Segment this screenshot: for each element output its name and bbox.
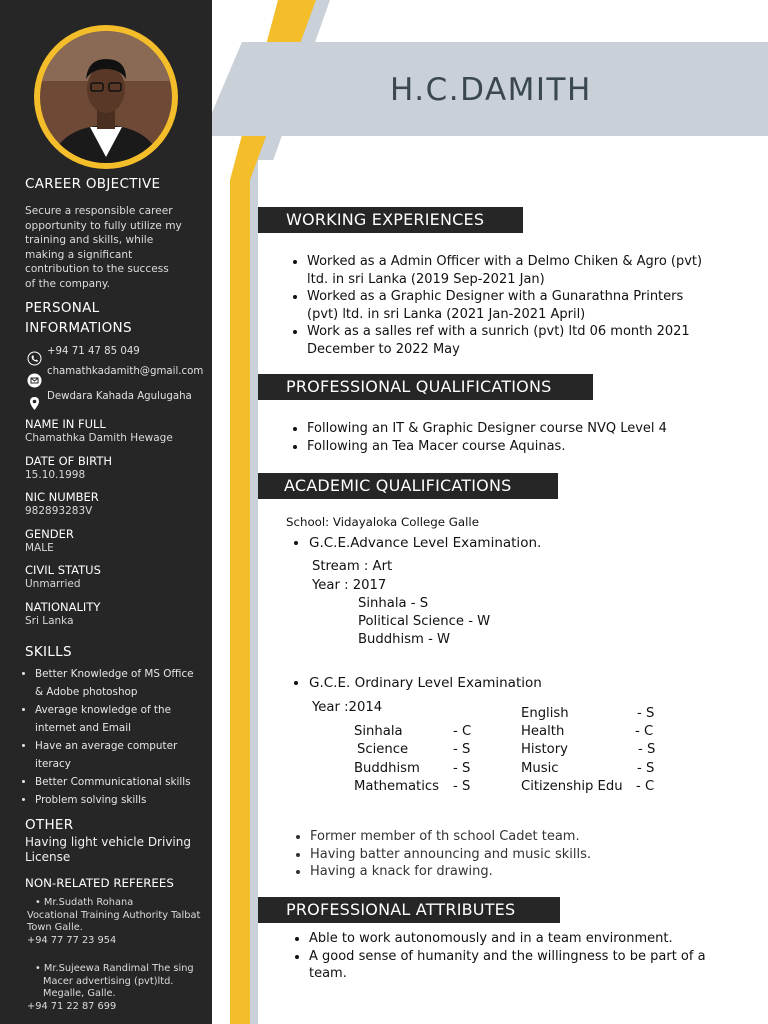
ol-grade: - S <box>453 742 471 757</box>
al-subject: Political Science - W <box>358 614 491 629</box>
academic-title: ACADEMIC QUALIFICATIONS <box>258 473 558 499</box>
list-item: • Have an average computer iteracy <box>35 737 225 773</box>
nationality-label: NATIONALITY <box>25 600 101 614</box>
professional-list <box>285 420 767 455</box>
email-icon <box>27 373 42 388</box>
list-item: • Better Knowledge of MS Office & Adobe photoshop <box>35 665 225 701</box>
attributes-list <box>287 930 768 983</box>
ol-grade: - S <box>453 761 471 776</box>
list-item: • Better Communicational skills <box>35 773 225 791</box>
list-item: • Work as a salles ref with a sunrich (pvt) ltd 06 month 2021 December to 2022 May <box>307 323 767 358</box>
career-objective-text: Secure a responsible career opportunity to fully utilize my training and skills, while making a significant contribution to the success of the company. <box>25 205 182 290</box>
ol-subject: Health <box>521 724 565 739</box>
dob-label: DATE OF BIRTH <box>25 454 113 468</box>
address-text: Dewdara Kahada Agulugaha <box>47 391 192 402</box>
phone-text: +94 71 47 85 049 <box>47 346 140 357</box>
nic-label: NIC NUMBER <box>25 490 99 504</box>
al-stream: Stream : Art <box>312 559 393 574</box>
list-item: • Following an Tea Macer course Aquinas. <box>307 438 767 456</box>
nationality-value: Sri Lanka <box>25 615 74 627</box>
list-item: • Worked as a Admin Officer with a Delmo Chiken & Agro (pvt) ltd. in sri Lanka (2019 Sep-2021 Jan) <box>307 253 767 288</box>
work-list <box>285 253 767 358</box>
ol-subject: English <box>521 706 569 721</box>
al-heading: • G.C.E.Advance Level Examination. <box>287 535 709 553</box>
civil-status-label: CIVIL STATUS <box>25 563 101 577</box>
al-subject: Sinhala - S <box>358 596 429 611</box>
dob-value: 15.10.1998 <box>25 469 86 481</box>
ol-heading: • G.C.E. Ordinary Level Examination <box>287 675 709 693</box>
ol-subject: Mathematics <box>354 779 439 794</box>
al-year: Year : 2017 <box>312 578 387 593</box>
referee-2: • Mr.Sujeewa Randimal The sing Macer advertising (pvt)ltd. Megalle, Galle. +94 71 22 87 699 <box>27 963 194 1012</box>
other-text: Having light vehicle Driving License <box>25 835 191 864</box>
ol-subject: Citizenship Edu <box>521 779 623 794</box>
school-text: School: Vidayaloka College Galle <box>286 515 479 529</box>
gender-value: MALE <box>25 542 54 554</box>
nic-value: 982893283V <box>25 505 93 517</box>
ol-subject: Science <box>357 742 409 757</box>
professional-title: PROFESSIONAL QUALIFICATIONS <box>258 374 593 400</box>
list-item: • Average knowledge of the internet and Email <box>35 701 225 737</box>
ol-subject: History <box>521 742 568 757</box>
skills-list <box>17 665 225 809</box>
ol-grade: - C <box>453 724 472 739</box>
list-item: • Having batter announcing and music skills. <box>310 846 750 864</box>
ol-year: Year :2014 <box>312 700 383 715</box>
email-text: chamathkadamith@gmail.com <box>47 366 204 377</box>
candidate-name: H.C.DAMITH <box>390 72 592 108</box>
list-item: • Problem solving skills <box>35 791 225 809</box>
phone-icon <box>27 351 42 366</box>
attributes-title: PROFESSIONAL ATTRIBUTES <box>258 897 560 923</box>
list-item: • Having a knack for drawing. <box>310 863 750 881</box>
ol-grade: - C <box>635 724 654 739</box>
career-objective-title: CAREER OBJECTIVE <box>25 176 161 192</box>
list-item: • Former member of th school Cadet team. <box>310 828 750 846</box>
skills-title: SKILLS <box>25 644 72 660</box>
work-title: WORKING EXPERIENCES <box>258 207 523 233</box>
location-icon <box>27 396 42 411</box>
referee-1: • Mr.Sudath Rohana Vocational Training Authority Talbat Town Galle. +94 77 77 23 954 <box>27 897 201 946</box>
ol-grade: - S <box>638 742 656 757</box>
list-item: • Following an IT & Graphic Designer course NVQ Level 4 <box>307 420 767 438</box>
full-name-value: Chamathka Damith Hewage <box>25 432 173 444</box>
referees-title: NON-RELATED REFEREES <box>25 876 174 890</box>
ol-subject: Buddhism <box>354 761 420 776</box>
ol-grade: - C <box>636 779 655 794</box>
al-subject: Buddhism - W <box>358 632 451 647</box>
extras-list <box>288 828 750 881</box>
personal-info-title: PERSONAL INFORMATIONS <box>25 300 132 336</box>
list-item: • Able to work autonomously and in a team environment. <box>309 930 768 948</box>
civil-status-value: Unmarried <box>25 578 81 590</box>
ol-subject: Music <box>521 761 559 776</box>
profile-photo-image <box>40 31 172 163</box>
list-item: • A good sense of humanity and the willingness to be part of a team. <box>309 948 768 983</box>
list-item: • Worked as a Graphic Designer with a Gunarathna Printers (pvt) ltd. in sri Lanka (2021 Jan-2021 April) <box>307 288 767 323</box>
other-title: OTHER <box>25 817 74 833</box>
ol-grade: - S <box>453 779 471 794</box>
ol-subject: Sinhala <box>354 724 403 739</box>
ol-grade: - S <box>637 706 655 721</box>
ol-grade: - S <box>637 761 655 776</box>
full-name-label: NAME IN FULL <box>25 417 106 431</box>
gender-label: GENDER <box>25 527 74 541</box>
